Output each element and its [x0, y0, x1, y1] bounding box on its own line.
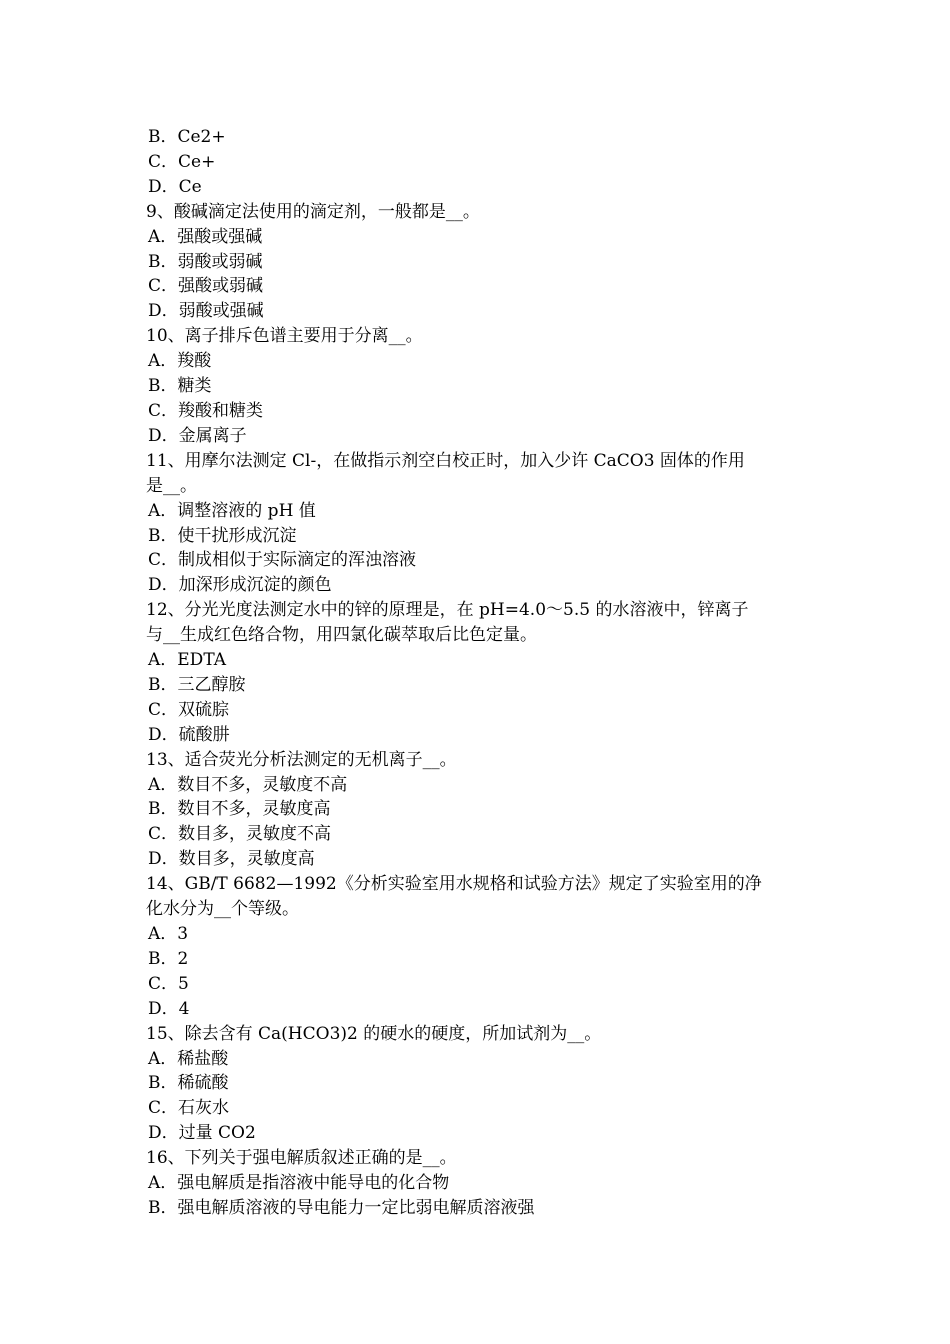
answer-option: B．弱酸或弱碱	[148, 251, 263, 272]
answer-option: D．加深形成沉淀的颜色	[148, 575, 332, 596]
answer-option: C．双硫腙	[148, 699, 230, 720]
question-text: 与__生成红色络合物，用四氯化碳萃取后比色定量。	[146, 625, 537, 646]
answer-option: D．4	[148, 998, 190, 1019]
answer-option: B．数目不多，灵敏度高	[148, 799, 331, 820]
answer-option: D．过量 CO2	[148, 1123, 256, 1144]
answer-option: A．羧酸	[148, 351, 212, 372]
question-text: 13、适合荧光分析法测定的无机离子__。	[146, 749, 457, 770]
answer-option: B．2	[148, 948, 189, 969]
answer-option: C．羧酸和糖类	[148, 400, 264, 421]
answer-option: A．调整溶液的 pH 值	[148, 500, 316, 521]
question-text: 12、分光光度法测定水中的锌的原理是，在 pH=4.0～5.5 的水溶液中，锌离子	[146, 600, 749, 621]
answer-option: B．稀硫酸	[148, 1073, 229, 1094]
document-page	[146, 125, 810, 1221]
question-text: 15、除去含有 Ca(HCO3)2 的硬水的硬度，所加试剂为__。	[146, 1023, 602, 1044]
answer-option: C．5	[148, 973, 189, 994]
answer-option: A．数目不多，灵敏度不高	[148, 774, 348, 795]
answer-option: C．Ce+	[148, 151, 216, 172]
answer-option: C．制成相似于实际滴定的浑浊溶液	[148, 550, 417, 571]
answer-option: C．强酸或弱碱	[148, 276, 264, 297]
answer-option: D．弱酸或强碱	[148, 301, 264, 322]
answer-option: A．强电解质是指溶液中能导电的化合物	[148, 1173, 450, 1194]
answer-option: A．强酸或强碱	[148, 226, 263, 247]
answer-option: B．强电解质溶液的导电能力一定比弱电解质溶液强	[148, 1197, 535, 1218]
question-text: 16、下列关于强电解质叙述正确的是__。	[146, 1148, 457, 1169]
question-text: 14、GB/T 6682—1992《分析实验室用水规格和试验方法》规定了实验室用的净	[146, 874, 762, 895]
answer-option: A．EDTA	[148, 650, 227, 671]
question-text: 化水分为__个等级。	[146, 899, 299, 920]
answer-option: A．3	[148, 924, 189, 944]
question-text: 9、酸碱滴定法使用的滴定剂，一般都是__。	[146, 201, 480, 222]
answer-option: C．石灰水	[148, 1098, 230, 1119]
answer-option: D．金属离子	[148, 425, 247, 446]
question-text: 11、用摩尔法测定 Cl-，在做指示剂空白校正时，加入少许 CaCO3 固体的作用	[146, 450, 745, 471]
answer-option: A．稀盐酸	[148, 1048, 229, 1069]
answer-option: D．数目多，灵敏度高	[148, 849, 315, 870]
answer-option: D．Ce	[148, 176, 202, 197]
answer-option: B．使干扰形成沉淀	[148, 525, 297, 546]
question-text: 是__。	[146, 475, 197, 496]
answer-option: C．数目多，灵敏度不高	[148, 824, 332, 845]
answer-option: B．糖类	[148, 376, 212, 397]
question-text: 10、离子排斥色谱主要用于分离__。	[146, 326, 423, 347]
answer-option: D．硫酸肼	[148, 724, 230, 745]
answer-option: B．三乙醇胺	[148, 674, 246, 695]
answer-option: B．Ce2+	[148, 127, 226, 147]
